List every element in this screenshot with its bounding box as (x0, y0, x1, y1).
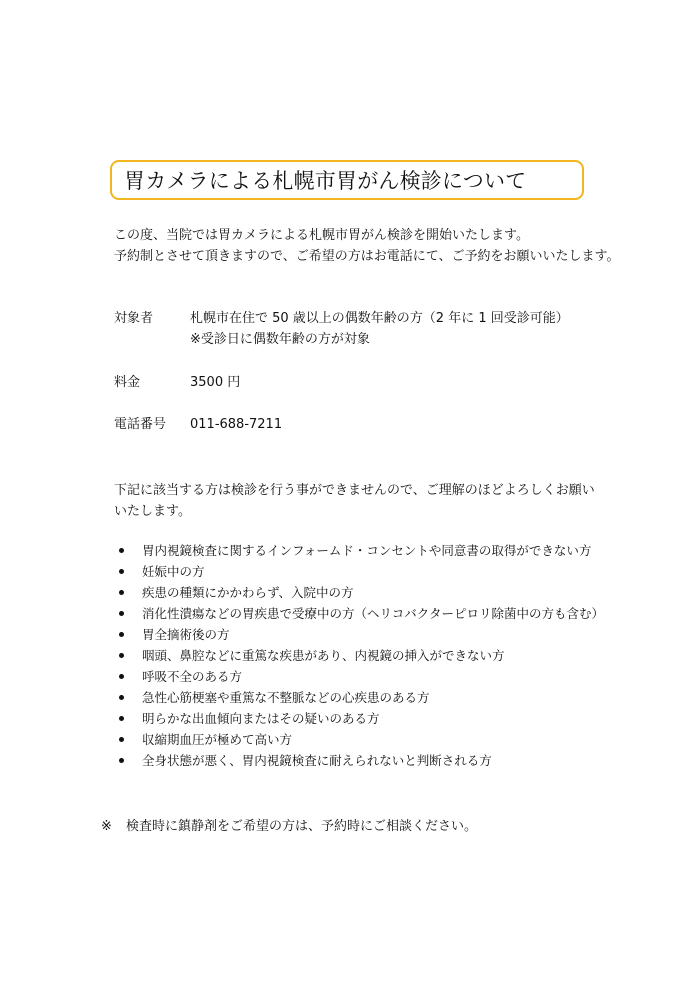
page-title: 胃カメラによる札幌市胃がん検診について (124, 169, 527, 193)
condition-text: 胃内視鏡検査に関するインフォームド・コンセントや同意書の取得ができない方 (142, 543, 592, 558)
fee-label: 料金 (114, 375, 141, 390)
intro-paragraph (114, 225, 619, 267)
condition-text: 疾患の種類にかかわらず、入院中の方 (142, 585, 354, 600)
bullet-icon (119, 758, 124, 763)
condition-text: 全身状態が悪く、胃内視鏡検査に耐えられないと判断される方 (142, 753, 492, 768)
bullet-icon (119, 548, 124, 553)
list-item (114, 729, 604, 750)
condition-text: 収縮期血圧が極めて高い方 (142, 732, 293, 747)
condition-text: 咽頭、鼻腔などに重篤な疾患があり、内視鏡の挿入ができない方 (142, 648, 505, 663)
bullet-icon (119, 716, 124, 721)
footnote-mark: ※ (101, 819, 112, 834)
title-box (110, 160, 584, 200)
notice-paragraph: 下記に該当する方は検診を行う事ができませんので、ご理解のほどよろしくお願いいたします。 (114, 483, 595, 519)
list-item (114, 750, 604, 771)
condition-text: 呼吸不全のある方 (142, 669, 243, 684)
bullet-icon (119, 737, 124, 742)
list-item (114, 666, 604, 687)
footnote (101, 816, 477, 837)
intro-line-1: この度、当院では胃カメラによる札幌市胃がん検診を開始いたします。 (114, 228, 529, 243)
condition-text: 消化性潰瘍などの胃疾患で受療中の方（ヘリコバクターピロリ除菌中の方も含む） (142, 606, 605, 621)
target-value-block (190, 308, 569, 350)
condition-text: 妊娠中の方 (142, 564, 205, 579)
bullet-icon (119, 653, 124, 658)
condition-text: 明らかな出血傾向またはその疑いのある方 (142, 711, 380, 726)
bullet-icon (119, 674, 124, 679)
phone-value: 011-688-7211 (190, 417, 283, 432)
list-item (114, 582, 604, 603)
list-item (114, 708, 604, 729)
condition-text: 急性心筋梗塞や重篤な不整脈などの心疾患のある方 (142, 690, 430, 705)
list-item (114, 624, 604, 645)
intro-line-2: 予約制とさせて頂きますので、ご希望の方はお電話にて、ご予約をお願いいたします。 (114, 249, 620, 264)
fee-value: 3500 円 (190, 375, 241, 390)
target-label: 対象者 (114, 311, 154, 326)
target-note: ※受診日に偶数年齢の方が対象 (190, 332, 370, 347)
target-value: 札幌市在住で 50 歳以上の偶数年齢の方（2 年に 1 回受診可能） (190, 311, 569, 326)
list-item (114, 603, 604, 624)
phone-label: 電話番号 (114, 417, 167, 432)
bullet-icon (119, 569, 124, 574)
bullet-icon (119, 590, 124, 595)
conditions-list (114, 540, 604, 771)
bullet-icon (119, 632, 124, 637)
list-item (114, 561, 604, 582)
list-item (114, 687, 604, 708)
bullet-icon (119, 611, 124, 616)
footnote-text: 検査時に鎮静剤をご希望の方は、予約時にご相談ください。 (126, 819, 478, 834)
list-item (114, 645, 604, 666)
list-item (114, 540, 604, 561)
condition-text: 胃全摘術後の方 (142, 627, 230, 642)
bullet-icon (119, 695, 124, 700)
